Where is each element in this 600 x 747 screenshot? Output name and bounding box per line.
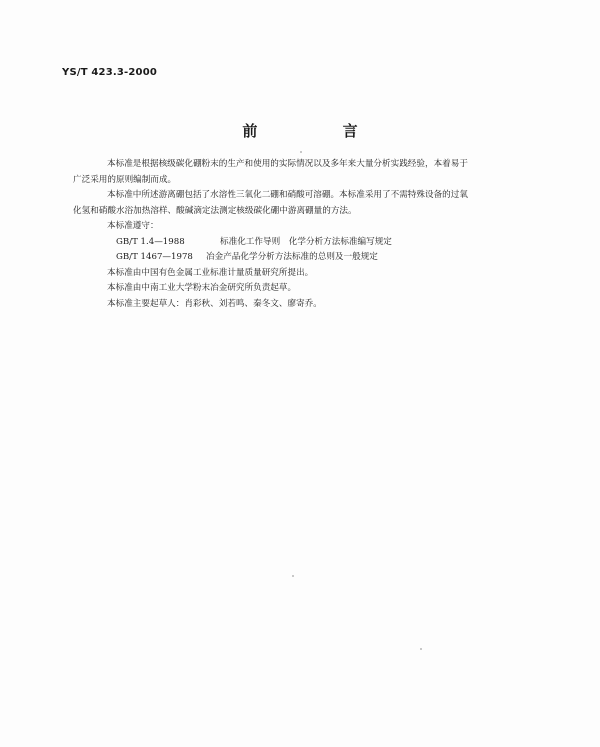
- page-title: 前 言: [242, 122, 398, 140]
- reference-title: 冶金产品化学分析方法标准的总则及一般规定: [206, 252, 378, 262]
- reference-code: GB/T 1.4—1988: [116, 236, 185, 247]
- reference-item: [90, 235, 562, 251]
- scan-speck: [292, 575, 294, 577]
- reference-title: 标准化工作导则 化学分析方法标准编写规定: [220, 236, 392, 247]
- standard-code: YS/T 423.3-2000: [62, 67, 158, 78]
- paragraph-8: 本标准主要起草人：肖彩秋、刘若鸣、秦冬文、廖寄乔。: [107, 298, 322, 309]
- scan-speck: [420, 648, 422, 650]
- paragraph-2-line-2: 化氢和硝酸水浴加热溶样、酸碱滴定法测定核级碳化硼中游离硼量的方法。: [73, 205, 357, 216]
- paragraph-2-line-1: 本标准中所述游离硼包括了水溶性三氧化二硼和硝酸可溶硼。本标准采用了不需特殊设备的过氧: [107, 190, 468, 200]
- paragraph-3: 本标准遵守：: [107, 221, 159, 231]
- reference-item: [90, 250, 562, 266]
- paragraph-1-line-1: 本标准是根据核级碳化硼粉末的生产和使用的实际情况以及多年来大量分析实践经验，本着易于: [107, 159, 468, 169]
- paragraph-7: 本标准由中南工业大学粉末冶金研究所负责起草。: [107, 283, 297, 293]
- scan-speck: [300, 151, 302, 153]
- paragraph-6: 本标准由中国有色金属工业标准计量质量研究所提出。: [107, 267, 314, 278]
- document-body: [73, 157, 562, 312]
- reference-code: GB/T 1467—1978: [116, 252, 193, 262]
- paragraph-1-line-2: 广泛采用的原则编制而成。: [73, 174, 177, 185]
